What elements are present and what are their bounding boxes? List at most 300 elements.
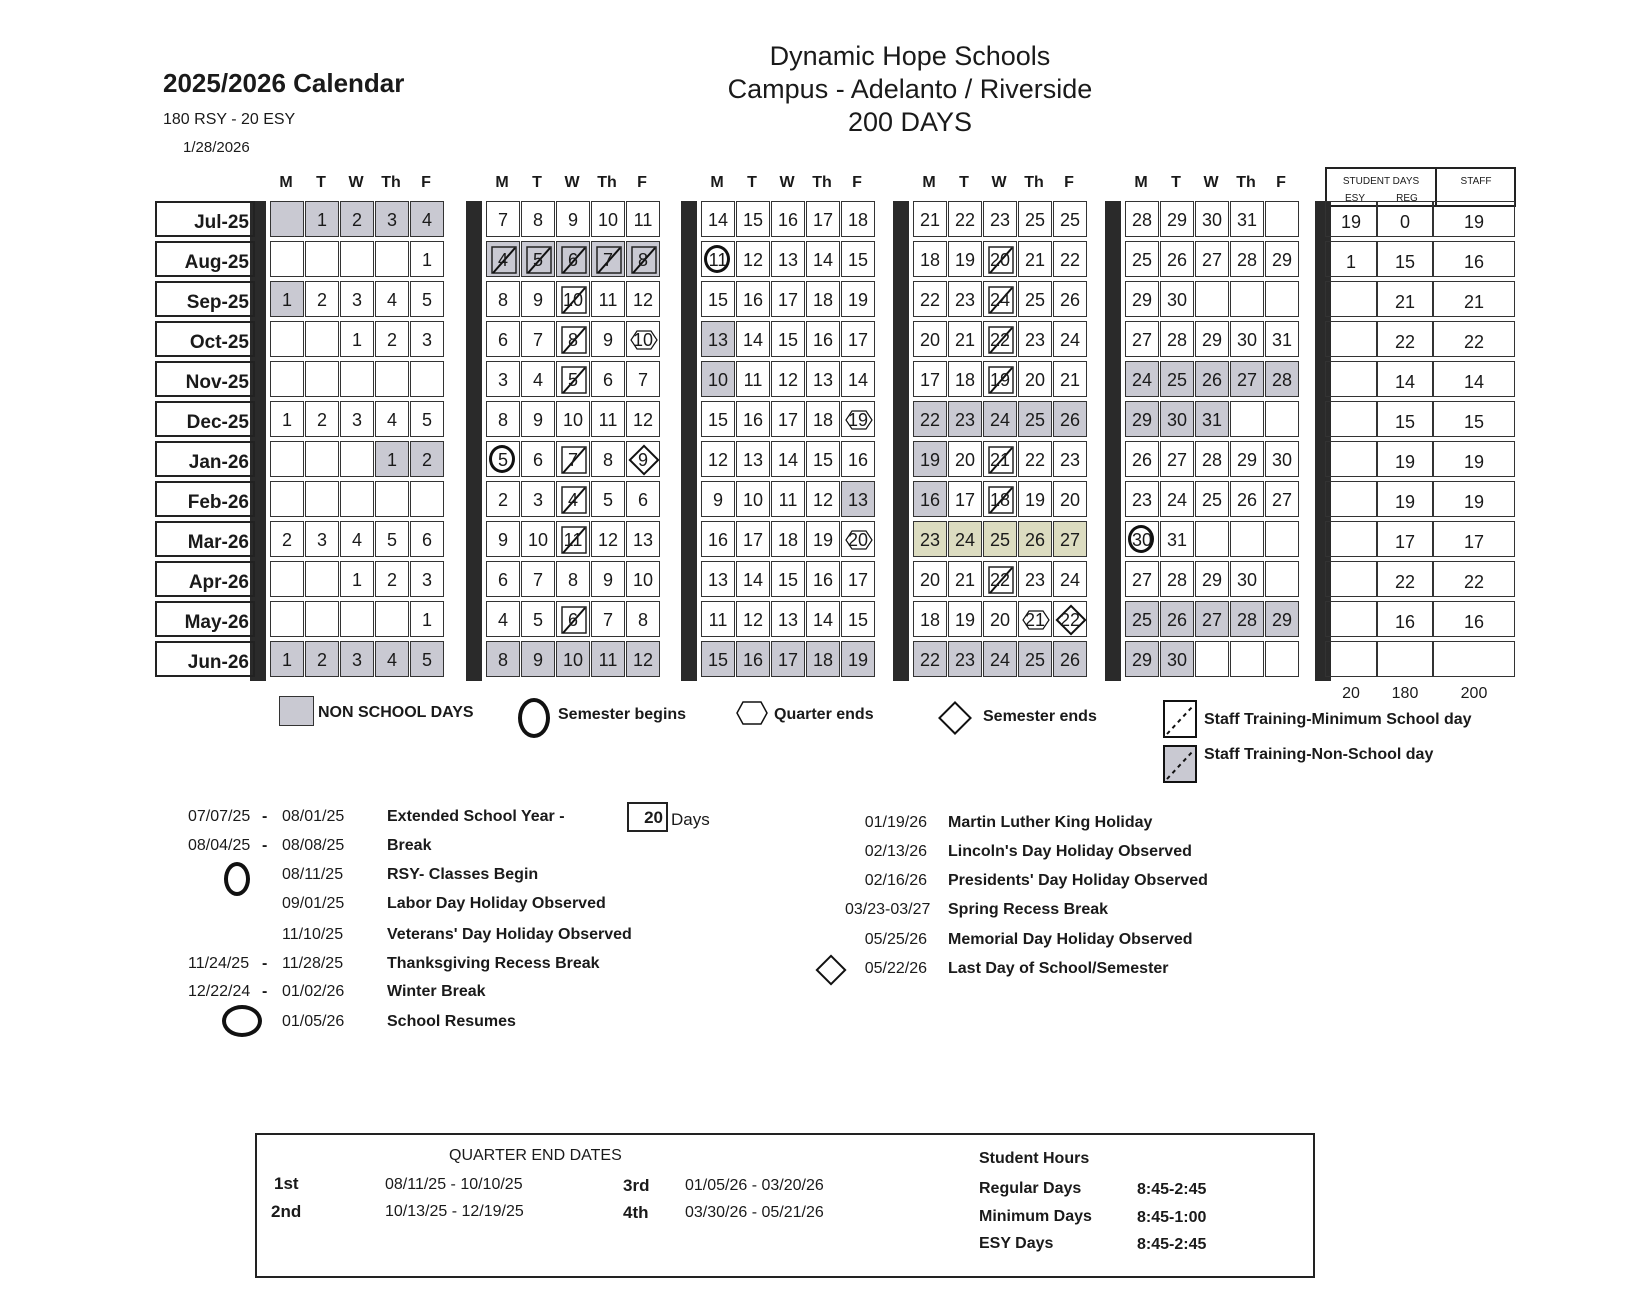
day-number: 26 <box>1166 610 1188 630</box>
day-cell <box>1195 321 1229 357</box>
day-cell <box>806 441 840 477</box>
day-cell <box>771 401 805 437</box>
event-name: Presidents' Day Holiday Observed <box>948 872 1208 889</box>
weekday-header: M <box>279 174 293 191</box>
total-esy: 20 <box>1342 685 1360 702</box>
day-number: 17 <box>812 210 834 230</box>
event-name: Memorial Day Holiday Observed <box>948 931 1193 948</box>
day-cell <box>1160 601 1194 637</box>
total-reg: 180 <box>1391 685 1419 702</box>
day-cell <box>1230 321 1264 357</box>
day-number: 1 <box>421 610 432 630</box>
day-cell <box>410 281 444 317</box>
day-cell <box>626 561 660 597</box>
day-cell <box>983 321 1017 357</box>
day-number: 19 <box>919 450 941 470</box>
day-cell <box>736 601 770 637</box>
event-name: Spring Recess Break <box>948 901 1109 918</box>
day-number: 9 <box>497 530 508 550</box>
day-cell <box>841 641 875 677</box>
event-name: Labor Day Holiday Observed <box>387 895 606 912</box>
day-number: 19 <box>989 370 1011 390</box>
day-cell <box>305 441 339 477</box>
day-number: 8 <box>497 290 508 310</box>
day-number: 10 <box>632 330 654 350</box>
day-number: 4 <box>567 490 578 510</box>
week-separator <box>893 201 909 681</box>
day-cell <box>410 401 444 437</box>
day-number: 12 <box>742 610 764 630</box>
event-dash: - <box>262 983 268 1000</box>
day-cell <box>1018 281 1052 317</box>
day-number: 22 <box>1024 450 1046 470</box>
day-number: 8 <box>567 570 578 590</box>
day-cell <box>1053 481 1087 517</box>
day-number: 20 <box>1024 370 1046 390</box>
day-cell <box>701 401 735 437</box>
day-cell <box>806 361 840 397</box>
day-cell <box>948 401 982 437</box>
summary-esy-cell <box>1325 401 1377 437</box>
day-number: 26 <box>1131 450 1153 470</box>
day-cell <box>736 521 770 557</box>
day-cell <box>1053 281 1087 317</box>
day-cell <box>305 281 339 317</box>
day-cell <box>1125 361 1159 397</box>
day-number: 30 <box>1166 410 1188 430</box>
weekday-header: T <box>532 174 542 191</box>
day-cell <box>270 401 304 437</box>
school-days-total: 200 DAYS <box>847 107 973 137</box>
q1-range: 08/11/25 - 10/10/25 <box>385 1176 523 1193</box>
day-number: 27 <box>1131 570 1153 590</box>
day-cell <box>948 201 982 237</box>
day-cell <box>701 601 735 637</box>
day-cell <box>375 481 409 517</box>
weekday-header: W <box>779 174 795 191</box>
summary-staff-cell: 19 <box>1433 481 1515 517</box>
day-number: 23 <box>1059 450 1081 470</box>
day-number: 29 <box>1201 330 1223 350</box>
day-number: 10 <box>742 490 764 510</box>
day-number: 6 <box>567 610 578 630</box>
day-number: 7 <box>497 210 508 230</box>
day-number: 3 <box>532 490 543 510</box>
event-dash: - <box>262 955 268 972</box>
day-cell <box>841 321 875 357</box>
day-number: 9 <box>567 210 578 230</box>
summary-esy-cell <box>1325 601 1377 637</box>
event-date: 03/23-03/27 <box>845 901 931 918</box>
day-cell <box>1125 201 1159 237</box>
summary-esy-cell <box>1325 361 1377 397</box>
event-name: Veterans' Day Holiday Observed <box>387 926 632 943</box>
day-cell <box>948 241 982 277</box>
day-number: 23 <box>954 290 976 310</box>
day-cell <box>521 641 555 677</box>
day-number: 30 <box>1271 450 1293 470</box>
esy-days-box: 20 <box>627 802 668 832</box>
day-number: 21 <box>989 450 1011 470</box>
summary-reg-cell: 17 <box>1377 521 1433 557</box>
summary-esy-cell <box>1325 321 1377 357</box>
day-cell <box>626 241 660 277</box>
q2-label: 2nd <box>271 1202 302 1221</box>
day-cell <box>270 641 304 677</box>
day-number: 7 <box>602 250 613 270</box>
day-cell <box>1125 521 1159 557</box>
day-cell <box>841 481 875 517</box>
day-number: 30 <box>1236 570 1258 590</box>
calendar-date: 1/28/2026 <box>183 139 250 156</box>
summary-esy-cell <box>1325 641 1377 677</box>
day-cell <box>701 361 735 397</box>
day-number: 13 <box>777 250 799 270</box>
day-number: 26 <box>1059 410 1081 430</box>
summary-staff-cell: 19 <box>1433 441 1515 477</box>
day-number: 4 <box>386 410 397 430</box>
last-day-diamond-icon <box>815 954 846 985</box>
day-cell <box>556 601 590 637</box>
day-number: 9 <box>602 330 613 350</box>
day-cell <box>983 561 1017 597</box>
day-cell <box>913 361 947 397</box>
day-number: 17 <box>954 490 976 510</box>
day-number: 3 <box>421 570 432 590</box>
day-number: 5 <box>567 370 578 390</box>
weekday-header: W <box>1203 174 1219 191</box>
day-cell <box>591 601 625 637</box>
event-date: 05/22/26 <box>864 960 927 977</box>
day-cell <box>1018 561 1052 597</box>
day-cell <box>410 321 444 357</box>
day-cell <box>340 441 374 477</box>
day-cell <box>626 281 660 317</box>
quarter-ends-icon <box>735 700 769 726</box>
calendar-title: 2025/2026 Calendar <box>163 68 405 98</box>
day-number: 29 <box>1131 410 1153 430</box>
day-cell <box>521 241 555 277</box>
q1-label: 1st <box>274 1174 299 1193</box>
day-cell <box>1160 201 1194 237</box>
day-cell <box>1160 561 1194 597</box>
day-cell <box>841 521 875 557</box>
day-number: 25 <box>1201 490 1223 510</box>
event-dash: - <box>262 837 268 854</box>
day-number: 11 <box>778 490 798 510</box>
day-number: 23 <box>954 410 976 430</box>
day-cell <box>1018 241 1052 277</box>
day-cell <box>486 561 520 597</box>
day-cell <box>486 401 520 437</box>
day-cell <box>1053 561 1087 597</box>
day-cell <box>736 241 770 277</box>
weekday-header: Th <box>812 174 832 191</box>
minimum-days-label: Minimum Days <box>979 1208 1092 1225</box>
month-label: Aug-25 <box>155 241 255 277</box>
day-cell <box>1053 201 1087 237</box>
day-cell <box>1160 321 1194 357</box>
day-number: 18 <box>989 490 1011 510</box>
day-number: 21 <box>954 570 976 590</box>
day-cell <box>305 241 339 277</box>
day-cell <box>1195 641 1229 677</box>
day-cell <box>410 641 444 677</box>
day-cell <box>771 481 805 517</box>
day-cell <box>983 521 1017 557</box>
day-cell <box>1195 361 1229 397</box>
day-cell <box>1053 441 1087 477</box>
event-to-date: 08/01/25 <box>282 808 345 825</box>
event-to-date: 01/02/26 <box>282 983 345 1000</box>
day-number: 8 <box>532 210 543 230</box>
day-number: 9 <box>602 570 613 590</box>
day-number: 28 <box>1201 450 1223 470</box>
day-cell <box>270 361 304 397</box>
day-number: 22 <box>989 330 1011 350</box>
day-number: 22 <box>1059 250 1081 270</box>
day-cell <box>771 281 805 317</box>
summary-reg-cell: 22 <box>1377 321 1433 357</box>
day-number: 6 <box>637 490 648 510</box>
day-number: 3 <box>351 410 362 430</box>
day-cell <box>521 521 555 557</box>
day-cell <box>948 561 982 597</box>
day-cell <box>1265 561 1299 597</box>
weekday-header: T <box>316 174 326 191</box>
day-cell <box>521 321 555 357</box>
day-number: 31 <box>1201 410 1223 430</box>
day-number: 30 <box>1131 530 1153 550</box>
day-cell <box>701 441 735 477</box>
day-cell <box>1230 401 1264 437</box>
day-number: 12 <box>632 290 654 310</box>
event-from-date: 12/22/24 <box>188 983 251 1000</box>
day-cell <box>983 201 1017 237</box>
day-number: 29 <box>1166 210 1188 230</box>
day-cell <box>1230 241 1264 277</box>
day-cell <box>841 441 875 477</box>
staff-non-icon <box>1163 745 1197 783</box>
summary-esy-cell <box>1325 441 1377 477</box>
day-number: 17 <box>777 290 799 310</box>
weekday-header: M <box>495 174 509 191</box>
day-cell <box>1018 401 1052 437</box>
day-number: 21 <box>919 210 941 230</box>
day-cell <box>270 241 304 277</box>
day-cell <box>270 521 304 557</box>
day-cell <box>270 481 304 517</box>
day-number: 27 <box>1201 610 1223 630</box>
day-number: 13 <box>632 530 654 550</box>
day-number: 18 <box>812 290 834 310</box>
reg-header: REG <box>1396 193 1418 204</box>
day-cell <box>841 281 875 317</box>
day-cell <box>771 521 805 557</box>
day-number: 14 <box>742 570 764 590</box>
day-cell <box>1018 361 1052 397</box>
day-cell <box>486 521 520 557</box>
day-cell <box>841 401 875 437</box>
day-number: 12 <box>632 410 654 430</box>
day-cell <box>1265 601 1299 637</box>
summary-reg-cell: 21 <box>1377 281 1433 317</box>
day-cell <box>1265 361 1299 397</box>
weekday-header: Th <box>381 174 401 191</box>
school-resumes-circle-icon <box>222 1005 262 1037</box>
day-number: 11 <box>598 650 618 670</box>
day-cell <box>1265 241 1299 277</box>
day-cell <box>1018 641 1052 677</box>
weekday-header: Th <box>597 174 617 191</box>
day-cell <box>340 401 374 437</box>
day-number: 11 <box>633 210 653 230</box>
esy-header: ESY <box>1344 193 1365 204</box>
day-cell <box>556 481 590 517</box>
legend-semester-ends: Semester ends <box>983 708 1097 725</box>
summary-reg-cell: 16 <box>1377 601 1433 637</box>
day-cell <box>521 401 555 437</box>
day-number: 25 <box>1131 250 1153 270</box>
day-number: 27 <box>1236 370 1258 390</box>
day-number: 4 <box>351 530 362 550</box>
day-cell <box>591 561 625 597</box>
day-number: 7 <box>567 450 578 470</box>
day-cell <box>1195 281 1229 317</box>
day-cell <box>736 481 770 517</box>
day-cell <box>701 641 735 677</box>
esy-days-label: Days <box>671 810 710 829</box>
day-number: 9 <box>532 410 543 430</box>
day-cell <box>913 481 947 517</box>
day-number: 2 <box>386 330 397 350</box>
q4-label: 4th <box>623 1203 649 1222</box>
day-cell <box>626 201 660 237</box>
day-cell <box>1125 321 1159 357</box>
day-cell <box>1018 441 1052 477</box>
day-number: 26 <box>1166 250 1188 270</box>
day-cell <box>806 401 840 437</box>
day-number: 6 <box>421 530 432 550</box>
semester-ends-icon <box>938 701 972 735</box>
weekday-header: T <box>1171 174 1181 191</box>
day-number: 10 <box>562 410 584 430</box>
day-number: 15 <box>777 570 799 590</box>
day-number: 24 <box>989 290 1011 310</box>
school-heading <box>690 40 1130 139</box>
day-number: 13 <box>742 450 764 470</box>
day-cell <box>1230 481 1264 517</box>
event-to-date: 11/28/25 <box>282 955 344 972</box>
event-date: 05/25/26 <box>864 931 927 948</box>
day-cell <box>1195 201 1229 237</box>
day-number: 3 <box>351 650 362 670</box>
day-number: 9 <box>532 650 543 670</box>
day-cell <box>340 641 374 677</box>
day-number: 23 <box>1024 570 1046 590</box>
day-cell <box>410 241 444 277</box>
classes-begin-circle-icon <box>224 862 250 896</box>
day-number: 18 <box>812 650 834 670</box>
event-name: Break <box>387 837 432 854</box>
day-number: 5 <box>602 490 613 510</box>
day-number: 6 <box>497 570 508 590</box>
day-number: 19 <box>1024 490 1046 510</box>
day-number: 17 <box>742 530 764 550</box>
day-cell <box>270 201 304 237</box>
day-cell <box>340 521 374 557</box>
day-number: 13 <box>707 570 729 590</box>
day-number: 23 <box>919 530 941 550</box>
day-number: 2 <box>316 410 327 430</box>
day-cell <box>1125 401 1159 437</box>
day-number: 1 <box>421 250 432 270</box>
weekday-header: W <box>564 174 580 191</box>
day-number: 25 <box>1024 650 1046 670</box>
day-cell <box>556 641 590 677</box>
day-cell <box>375 201 409 237</box>
day-number: 8 <box>497 650 508 670</box>
day-cell <box>771 601 805 637</box>
day-number: 8 <box>637 250 648 270</box>
weekday-header: F <box>637 174 647 191</box>
week-separator <box>681 201 697 681</box>
day-cell <box>521 361 555 397</box>
regular-days-label: Regular Days <box>979 1180 1082 1197</box>
day-number: 7 <box>637 370 648 390</box>
day-cell <box>1230 561 1264 597</box>
day-cell <box>305 601 339 637</box>
day-cell <box>375 321 409 357</box>
day-number: 7 <box>602 610 613 630</box>
day-cell <box>1160 241 1194 277</box>
weekday-header: F <box>852 174 862 191</box>
day-cell <box>1125 441 1159 477</box>
day-number: 1 <box>351 330 362 350</box>
day-number: 4 <box>532 370 543 390</box>
day-cell <box>1125 481 1159 517</box>
day-cell <box>1053 321 1087 357</box>
day-number: 18 <box>847 210 869 230</box>
day-cell <box>1125 641 1159 677</box>
summary-reg-cell: 0 <box>1377 201 1433 237</box>
day-number: 23 <box>954 650 976 670</box>
day-cell <box>486 281 520 317</box>
day-number: 16 <box>777 210 799 230</box>
day-cell <box>270 281 304 317</box>
event-name: Winter Break <box>387 983 486 1000</box>
minimum-days-hours: 8:45-1:00 <box>1137 1209 1207 1226</box>
event-name: RSY- Classes Begin <box>387 866 539 883</box>
day-cell <box>771 361 805 397</box>
legend-semester-begins: Semester begins <box>558 706 687 723</box>
quarter-title: QUARTER END DATES <box>449 1147 622 1164</box>
event-dash: - <box>262 808 268 825</box>
day-number: 30 <box>1166 650 1188 670</box>
day-cell <box>626 481 660 517</box>
day-cell <box>736 401 770 437</box>
day-number: 30 <box>1201 210 1223 230</box>
day-number: 16 <box>919 490 941 510</box>
weekday-header: F <box>1276 174 1286 191</box>
day-cell <box>1053 241 1087 277</box>
hours-title: Student Hours <box>979 1150 1090 1167</box>
day-number: 5 <box>386 530 397 550</box>
day-cell <box>736 321 770 357</box>
day-cell <box>948 641 982 677</box>
day-cell <box>305 321 339 357</box>
day-cell <box>1230 601 1264 637</box>
